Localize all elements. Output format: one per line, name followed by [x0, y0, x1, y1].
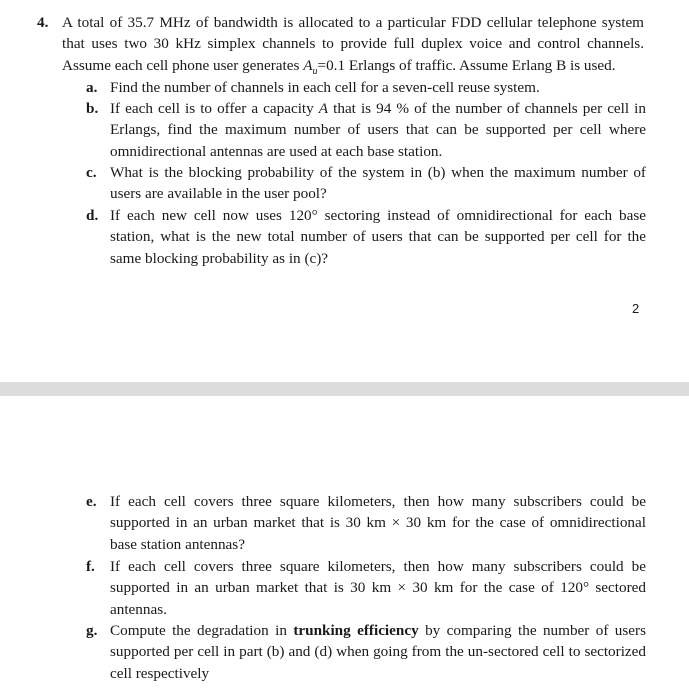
part-f: [86, 556, 646, 620]
part-e: [86, 491, 646, 555]
part-g-text-1: Compute the degradation in: [110, 622, 294, 639]
part-g-text: [110, 620, 646, 684]
part-b-text-2: that is 94 % of the number of channels per cell in Erlangs, find the maximum number of users that can be supported per cell where omnidirectional antennas are used at each base station.: [110, 100, 646, 160]
part-g-letter: g.: [86, 622, 98, 639]
page-bottom: [0, 396, 689, 700]
question-stem-text-1: A total of 35.7 MHz of bandwidth is allocated to a particular FDD cellular telephone system that uses two 30 kHz simplex channels to provide full duplex voice and control channels. Assume each cell phone user generates: [62, 14, 644, 74]
question-stem-text-2: =0.1 Erlangs of traffic. Assume Erlang B is used.: [317, 56, 616, 74]
part-a-letter: a.: [86, 79, 98, 96]
page-separator: [0, 382, 689, 396]
part-c: [86, 162, 646, 205]
part-e-text: If each cell covers three square kilometers, then how many subscribers could be supported in an urban market that is 30 km × 30 km for the case of omnidirectional base station antennas?: [110, 493, 646, 553]
part-b-text: [110, 98, 646, 162]
part-c-letter: c.: [86, 164, 97, 181]
part-g: [86, 620, 646, 684]
part-e-letter: e.: [86, 493, 97, 510]
part-d-letter: d.: [86, 207, 99, 224]
part-a: [86, 77, 646, 98]
part-a-text: Find the number of channels in each cell for a seven-cell reuse system.: [110, 79, 540, 96]
capacity-variable: A: [318, 100, 329, 117]
part-b: [86, 98, 646, 162]
traffic-variable-subscript: u: [312, 65, 318, 77]
part-d-text: If each new cell now uses 120° sectoring instead of omnidirectional for each base station, what is the new total number of users that can be supported per cell for the same blocking probability as in (c)?: [110, 207, 646, 267]
trunking-efficiency-term: trunking efficiency: [293, 622, 419, 639]
part-b-letter: b.: [86, 100, 99, 117]
page-number: 2: [632, 301, 640, 316]
part-f-text: If each cell covers three square kilometers, then how many subscribers could be supported in an urban market that is 30 km × 30 km for the case of 120° sectored antennas.: [110, 558, 646, 618]
part-f-letter: f.: [86, 558, 95, 575]
part-g-text-2: by comparing the number of users supported per cell in part (b) and (d) when going from the un-sectored cell to sectorized cell respectively: [110, 622, 646, 682]
question-number: 4.: [37, 14, 49, 31]
part-d: [86, 205, 646, 269]
part-b-text-1: If each cell is to offer a capacity: [110, 100, 319, 117]
traffic-variable: A: [303, 56, 313, 74]
question-stem: [62, 12, 644, 82]
part-c-text: What is the blocking probability of the system in (b) when the maximum number of users are available in the user pool?: [110, 164, 646, 203]
